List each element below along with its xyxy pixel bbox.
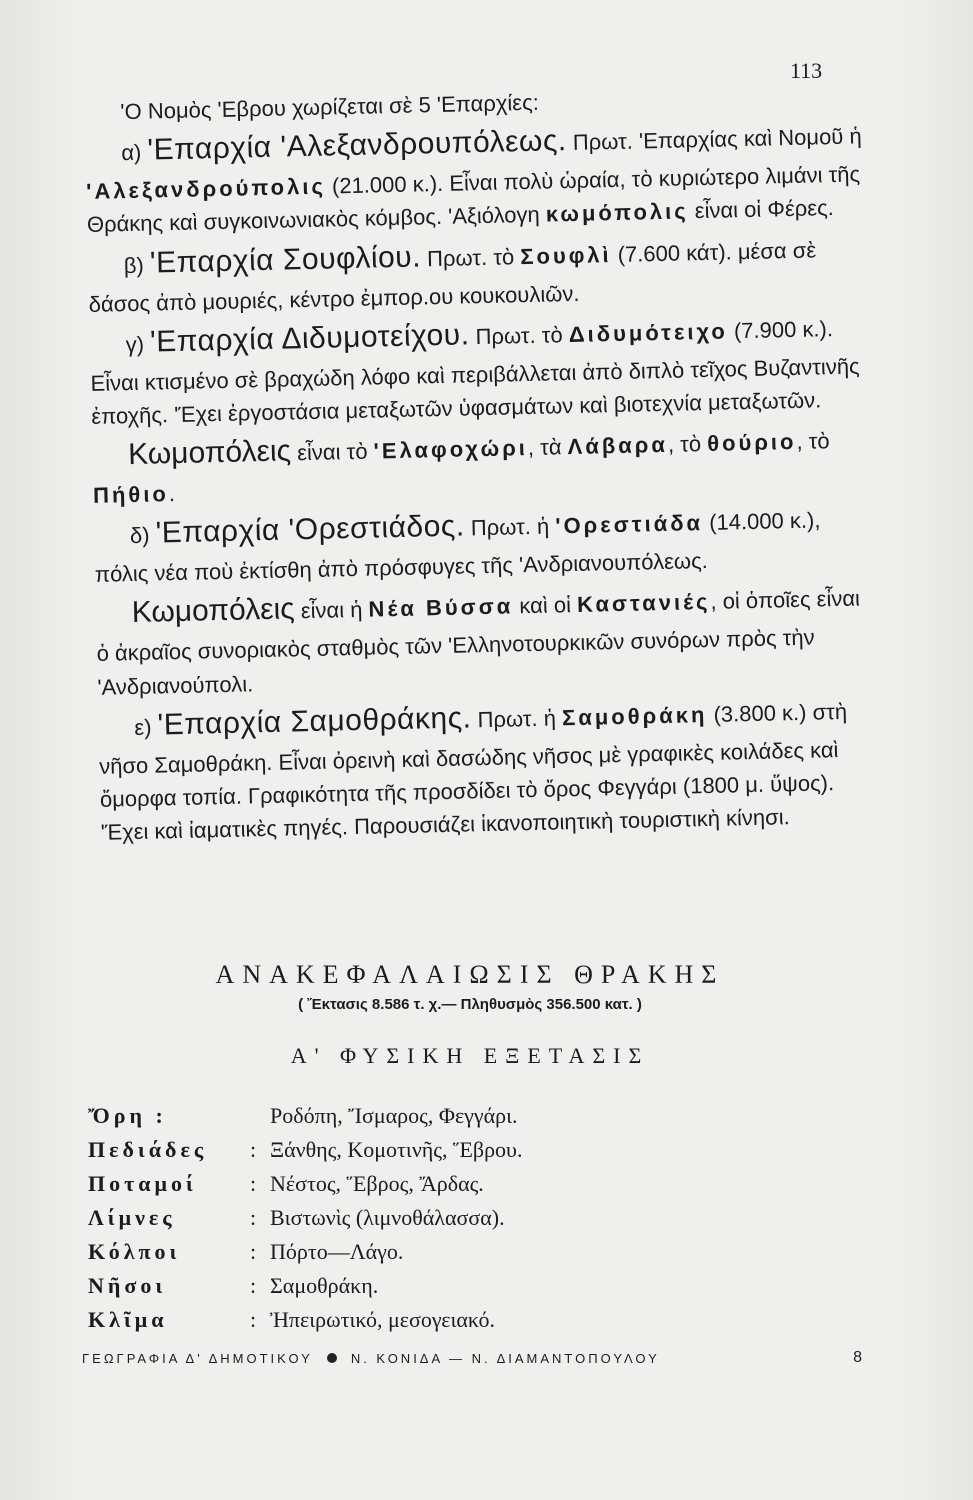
c-kw-text1: εἶναι τὸ xyxy=(290,438,374,466)
fact-colon xyxy=(250,1099,270,1133)
d-kw-text3: , οἱ ὁποῖες εἶναι ὁ ἀκραῖος συνοριακὸς σταθμὸς τῶν 'Ελληνοτουρκικῶν συνόρων πρὸς τὴν 'Ανδριανούπολι. xyxy=(96,585,861,700)
fact-value: Νέστος, Ἕβρος, Ἄρδας. xyxy=(270,1171,484,1196)
section-a xyxy=(85,112,867,242)
section-title: Α' ΦΥΣΙΚΗ ΕΞΕΤΑΣΙΣ xyxy=(290,1043,650,1068)
fact-colon: : xyxy=(250,1205,257,1230)
c-prefix: γ) xyxy=(125,331,151,358)
a-text1: Πρωτ. 'Επαρχίας καὶ Νομοῦ ἡ xyxy=(566,123,862,156)
c-kw-text2: , τὰ xyxy=(527,434,568,461)
b-text1: Πρωτ. τὸ xyxy=(420,244,521,272)
fact-colon: : xyxy=(250,1171,257,1196)
fact-row xyxy=(88,1133,860,1167)
fact-label: Κλῖμα xyxy=(88,1307,168,1332)
fact-colon: : xyxy=(250,1239,257,1264)
e-heading: 'Επαρχία Σαμοθράκης. xyxy=(157,701,472,742)
d-kw-label: Κωμοπόλεις xyxy=(131,592,295,630)
a-text3: εἶναι οἱ Φέρες. xyxy=(688,195,835,224)
a-text2: (21.000 κ.). Εἶναι πολὺ ὡραία, τὸ κυριώτερο λιμάνι τῆς Θράκης καὶ συγκοινωνιακὸς κόμβος. 'Αξιόλογη xyxy=(86,161,861,238)
fact-label: Ὄρη : xyxy=(88,1103,167,1128)
fact-value: Ξάνθης, Κομοτινῆς, Ἕβρου. xyxy=(270,1137,523,1162)
fact-value: Βιστωνὶς (λιμνοθάλασσα). xyxy=(270,1205,505,1230)
c-heading: 'Επαρχία Διδυμοτείχου. xyxy=(149,318,470,359)
fact-label: Πεδιάδες xyxy=(88,1137,208,1162)
c-kw-text4: , τὸ xyxy=(796,428,830,455)
fact-row xyxy=(88,1201,860,1235)
fact-value: Πόρτο—Λάγο. xyxy=(270,1239,404,1264)
body-text xyxy=(84,78,881,849)
facts-list xyxy=(88,1099,860,1337)
fact-label: Κόλποι xyxy=(88,1239,181,1264)
d-kw-1: Νέα Βύσσα xyxy=(368,593,514,623)
fact-colon: : xyxy=(250,1273,257,1298)
section-c xyxy=(89,303,871,433)
summary xyxy=(80,960,860,1337)
a-prefix: α) xyxy=(121,140,148,166)
e-text2: (3.800 κ.) στὴ νῆσο Σαμοθράκη. Εἶναι ὀρεινὴ καὶ δασώδης νῆσος μὲ γραφικὲς κοιλάδες καὶ ὄμορφα τοπία. Γραφικότητα τῆς προσδίδει τὸ ὄρος Φεγγάρι (1800 μ. ὕψος). 'Έχει καὶ ἰαματικὲς πηγές. Παρουσιάζει ἱκανοποιητικὴ τουριστικὴ κίνησι. xyxy=(98,698,848,846)
d-prefix: δ) xyxy=(129,522,156,549)
c-kw-label: Κωμοπόλεις xyxy=(127,434,292,472)
summary-title: ΑΝΑΚΕΦΑΛΑΙΩΣΙΣ ΘΡΑΚΗΣ xyxy=(215,960,725,989)
b-city: Σουφλὶ xyxy=(520,241,612,270)
b-prefix: β) xyxy=(123,252,151,279)
fact-row xyxy=(88,1099,860,1133)
footer-number: 8 xyxy=(853,1349,862,1366)
fact-value: Σαμοθράκη. xyxy=(270,1273,379,1298)
d-text2: (14.000 κ.), πόλις νέα ποὺ ἐκτίσθη ἀπὸ πρόσφυγες τῆς 'Ανδριανουπόλεως. xyxy=(94,507,821,587)
a-kw: κωμόπολις xyxy=(545,198,689,228)
b-heading: 'Επαρχία Σουφλίου. xyxy=(149,240,422,280)
b-text2: (7.600 κάτ). μέσα σὲ δάσος ἀπὸ μουριές, κέντρο ἐμπορ.ου κουκουλιῶν. xyxy=(88,237,817,317)
section-e xyxy=(98,686,881,850)
c-kw-text3: , τὸ xyxy=(667,431,708,458)
c-kw-1: 'Ελαφοχώρι xyxy=(373,435,529,464)
fact-label: Ποταμοί xyxy=(88,1171,197,1196)
fact-row xyxy=(88,1303,860,1337)
a-heading: 'Επαρχία 'Αλεξανδρουπόλεως. xyxy=(147,124,568,168)
fact-label: Νῆσοι xyxy=(88,1273,167,1298)
c-text1: Πρωτ. τὸ xyxy=(469,322,570,350)
d-kw-text1: εἶναι ἡ xyxy=(294,597,369,624)
footer xyxy=(82,1349,862,1367)
fact-value: Ἠπειρωτικό, μεσογειακό. xyxy=(270,1307,496,1332)
c-kw-4: Πήθιο xyxy=(92,481,170,508)
summary-subtitle: ( Ἔκτασις 8.586 τ. χ.— Πληθυσμὸς 356.500 κατ. ) xyxy=(298,996,642,1013)
footer-left: ΓΕΩΓΡΑΦΙΑ Δ' ΔΗΜΟΤΙΚΟΥ xyxy=(82,1350,313,1366)
d-kw-text2: καὶ οἱ xyxy=(512,592,578,619)
fact-colon: : xyxy=(250,1307,257,1332)
c-text2: (7.900 κ.). Εἶναι κτισμένο σὲ βραχώδη λόφο καὶ περιβάλλεται ἀπὸ διπλὸ τεῖχος Βυζαντινῆς ἐποχῆς. 'Έχει ἐργοστάσια μεταξωτῶν ὑφασμάτων καὶ βιοτεχνία μεταξωτῶν. xyxy=(90,316,860,429)
fact-colon: : xyxy=(250,1137,257,1162)
c-city: Διδυμότειχο xyxy=(568,318,729,347)
section-d-kw xyxy=(95,574,877,704)
fact-row xyxy=(88,1235,860,1269)
intro: 'Ο Νομὸς 'Εβρου χωρίζεται σὲ 5 'Επαρχίες: xyxy=(120,89,540,125)
fact-row xyxy=(88,1167,860,1201)
fact-value: Ροδόπη, Ἴσμαρος, Φεγγάρι. xyxy=(270,1103,518,1128)
c-kw-text5: . xyxy=(168,481,176,507)
d-kw-2: Καστανιές xyxy=(576,589,711,618)
e-prefix: ε) xyxy=(134,714,158,740)
d-heading: 'Επαρχία 'Ορεστιάδος. xyxy=(155,509,466,550)
footer-right: Ν. ΚΟΝΙΔΑ — Ν. ΔΙΑΜΑΝΤΟΠΟΥΛΟΥ xyxy=(350,1350,660,1366)
c-kw-2: Λάβαρα xyxy=(567,432,669,460)
fact-row xyxy=(88,1269,860,1303)
d-text1: Πρωτ. ἡ xyxy=(464,513,556,541)
bullet-icon xyxy=(327,1353,337,1363)
fact-label: Λίμνες xyxy=(88,1205,176,1230)
e-city: Σαμοθράκη xyxy=(561,701,708,731)
a-city: 'Αλεξανδρούπολις xyxy=(85,173,327,205)
c-kw-3: θούριο xyxy=(706,429,797,457)
e-text1: Πρωτ. ἡ xyxy=(471,705,563,733)
d-city: 'Ορεστιάδα xyxy=(555,510,704,539)
page-number: 113 xyxy=(790,58,823,83)
